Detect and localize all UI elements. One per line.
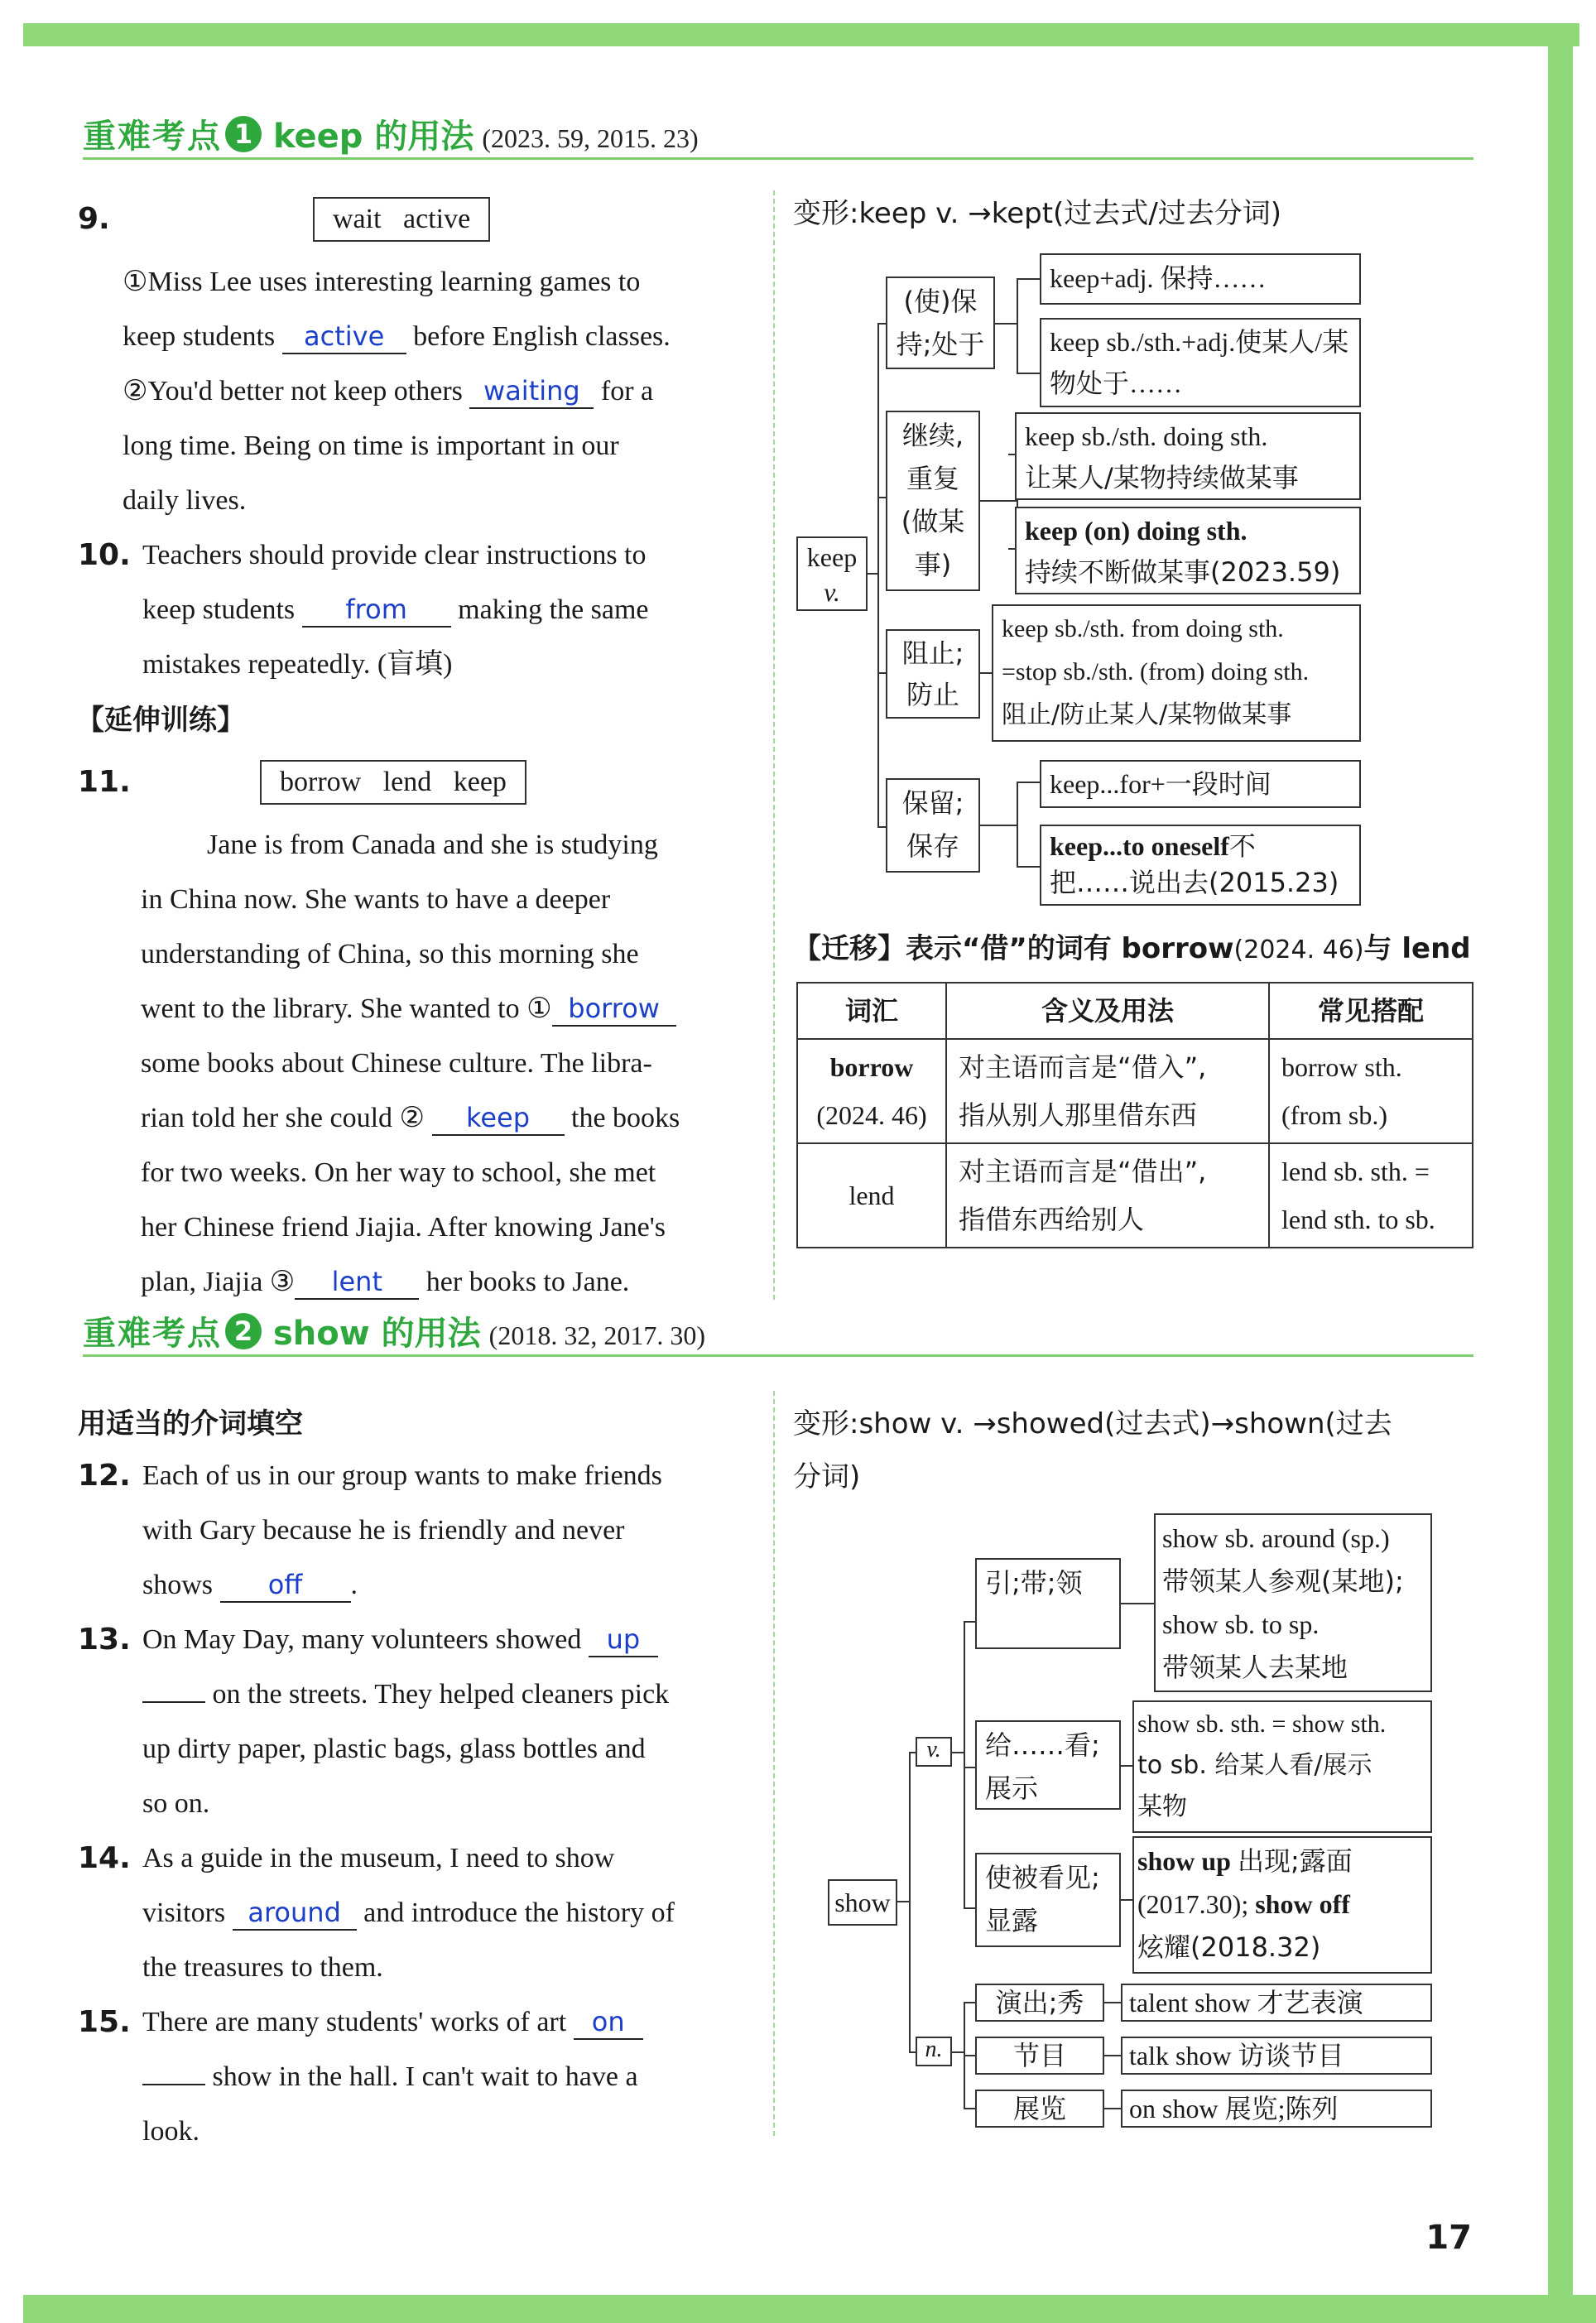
header-cell: 含义及用法	[946, 983, 1269, 1039]
keep-usage-on-doing: keep (on) doing sth. 持续不断做某事(2023.59)	[1015, 507, 1361, 594]
connector	[1104, 2002, 1122, 2003]
section-label: 重难考点	[83, 118, 222, 156]
section-number-badge: 1	[225, 116, 262, 152]
connector	[980, 500, 1018, 502]
section-citation: (2023. 59, 2015. 23)	[482, 123, 699, 153]
page-number: 17	[1425, 2219, 1472, 2257]
connector	[909, 1752, 911, 2053]
answer-blank[interactable]: waiting	[469, 374, 594, 409]
q13-text: On May Day, many volunteers showed up on the streets. They helped cleaners pick up dirty paper, plastic bags, glass bottles and so on.	[142, 1623, 670, 1819]
column-divider	[773, 190, 775, 1300]
header-cell: 常见搭配	[1269, 983, 1473, 1039]
keep-usage-sb-adj: keep sb./sth.+adj.使某人/某物处于……	[1040, 318, 1361, 407]
section-2-header	[83, 1305, 1473, 1357]
section-topic: show 的用法	[273, 1315, 481, 1353]
question-number: 12.	[78, 1459, 131, 1493]
question-number: 9.	[78, 202, 110, 236]
show-noun-performance: 演出;秀	[975, 1984, 1104, 2022]
q11-passage: Jane is from Canada and she is studying in China now. She wants to have a deeper understanding of China, so this morning she went to the library. She wanted to ① borrow some books about Chinese culture. The libra- rian told her she could ② keep the books for two weeks. On her way to school, she met her Chinese friend Jiajia. After knowing Jane's plan, Jiajia ③ lent her books to Jane.	[141, 818, 752, 1310]
table-cell: lend	[797, 1143, 946, 1248]
show-usage-on-show: on show 展览;陈列	[1121, 2090, 1432, 2128]
show-usage-talk: talk show 访谈节目	[1121, 2037, 1432, 2075]
show-noun-exhibition: 展览	[975, 2090, 1104, 2128]
show-usage-sth: show sb. sth. = show sth. to sb. 给某人看/展示 某物	[1132, 1700, 1432, 1833]
answer-blank[interactable]: up	[589, 1623, 658, 1657]
header-cell: 词汇	[797, 983, 946, 1039]
connector	[868, 573, 877, 575]
noun-node: n.	[916, 2037, 952, 2066]
table-cell: borrow sth. (from sb.)	[1269, 1039, 1473, 1143]
connector	[1121, 1603, 1156, 1604]
connector	[1104, 2055, 1122, 2056]
page-frame-bottom	[23, 2295, 1596, 2323]
word-box: borrow lend keep	[260, 760, 526, 805]
keep-usage-doing: keep sb./sth. doing sth. 让某人/某物持续做某事	[1015, 412, 1361, 500]
answer-blank[interactable]: around	[233, 1896, 357, 1931]
extension-title: 【延伸训练】	[76, 704, 245, 737]
question-number: 15.	[78, 2005, 131, 2039]
connector	[964, 1621, 965, 1909]
section-topic: keep 的用法	[273, 118, 474, 156]
connector	[1017, 866, 1041, 868]
keep-usage-oneself: keep...to oneself不 把……说出去(2015.23)	[1040, 825, 1361, 906]
show-map-title: 变形:show v. →showed(过去式)→shown(过去 分词)	[793, 1407, 1392, 1493]
answer-blank[interactable]: off	[220, 1568, 351, 1603]
answer-blank[interactable]: on	[574, 2005, 643, 2040]
section-1-header	[83, 108, 1473, 160]
show-noun-program: 节目	[975, 2037, 1104, 2075]
answer-blank[interactable]: active	[282, 320, 406, 354]
table-cell: 对主语而言是“借入”, 指从别人那里借东西	[946, 1039, 1269, 1143]
table-cell: borrow (2024. 46)	[797, 1039, 946, 1143]
connector	[1017, 782, 1041, 783]
show-root-node: show	[828, 1879, 897, 1926]
answer-blank[interactable]: borrow	[552, 992, 676, 1027]
connector	[1017, 373, 1041, 374]
q10-text: Teachers should provide clear instructions to keep students from making the same mistakes repeatedly. (盲填)	[142, 540, 649, 680]
question-number: 10.	[78, 538, 131, 572]
question-number: 13.	[78, 1623, 131, 1657]
column-divider	[773, 1391, 775, 2136]
section-label: 重难考点	[83, 1315, 222, 1353]
keep-usage-from: keep sb./sth. from doing sth. =stop sb./sth. (from) doing sth. 阻止/防止某人/某物做某事	[992, 604, 1361, 742]
keep-branch-2: 继续,重复(做某事)	[886, 411, 980, 591]
connector	[1017, 278, 1018, 373]
show-usage-up-off: show up 出现;露面 (2017.30); show off 炫耀(2018.32)	[1132, 1836, 1432, 1974]
keep-branch-3: 阻止;防止	[886, 629, 980, 719]
q15-text: There are many students' works of art on show in the hall. I can't wait to have a look.	[142, 1995, 752, 2159]
connector	[1017, 782, 1018, 868]
answer-blank[interactable]: from	[302, 593, 451, 628]
connector	[877, 323, 879, 828]
connector	[980, 825, 1018, 826]
question-number: 14.	[78, 1841, 131, 1875]
show-usage-talent: talent show 才艺表演	[1121, 1984, 1432, 2022]
section-number-badge: 2	[225, 1313, 262, 1349]
q9-text: ①Miss Lee uses interesting learning games to keep students active before English classes. ②You'd better not keep others waiting for a long time. Being on time is important in our daily lives.	[123, 267, 671, 516]
keep-usage-for: keep...for+一段时间	[1040, 760, 1361, 808]
page-frame-top	[23, 23, 1579, 46]
q12-text: Each of us in our group wants to make friends with Gary because he is friendly and never shows off .	[142, 1449, 752, 1613]
table-cell: lend sb. sth. = lend sth. to sb.	[1269, 1143, 1473, 1248]
keep-root-node: keep v.	[796, 536, 868, 611]
keep-usage-adj: keep+adj. 保持……	[1040, 253, 1361, 305]
keep-map-title: 变形:keep v. →kept(过去式/过去分词)	[793, 197, 1282, 230]
transfer-title: 【迁移】表示“借”的词有 borrow(2024. 46)与 lend	[793, 932, 1471, 965]
connector	[1017, 278, 1041, 280]
question-number: 11.	[78, 765, 131, 799]
table-cell: 对主语而言是“借出”, 指借东西给别人	[946, 1143, 1269, 1248]
show-verb-reveal: 使被看见;显露	[975, 1853, 1121, 1947]
show-verb-lead: 引;带;领	[975, 1558, 1121, 1649]
show-usage-around: show sb. around (sp.) 带领某人参观(某地); show sb. to sp. 带领某人去某地	[1154, 1513, 1432, 1692]
connector	[1104, 2108, 1122, 2109]
borrow-lend-table	[796, 982, 1473, 1248]
keep-branch-4: 保留;保存	[886, 778, 980, 873]
connector	[995, 323, 1018, 325]
page-frame-right	[1548, 46, 1573, 2295]
keep-branch-1: (使)保持;处于	[886, 277, 995, 369]
answer-blank[interactable]: lent	[295, 1265, 419, 1300]
answer-blank-continued	[142, 1701, 205, 1703]
answer-blank-continued	[142, 2084, 205, 2085]
prep-title: 用适当的介词填空	[78, 1407, 303, 1440]
word-box: wait active	[313, 197, 490, 242]
answer-blank[interactable]: keep	[432, 1101, 565, 1136]
verb-node: v.	[916, 1737, 952, 1767]
section-citation: (2018. 32, 2017. 30)	[488, 1320, 705, 1350]
q14-text: As a guide in the museum, I need to show visitors around and introduce the history of the treasures to them.	[142, 1843, 675, 1983]
show-verb-display: 给……看;展示	[975, 1720, 1121, 1810]
